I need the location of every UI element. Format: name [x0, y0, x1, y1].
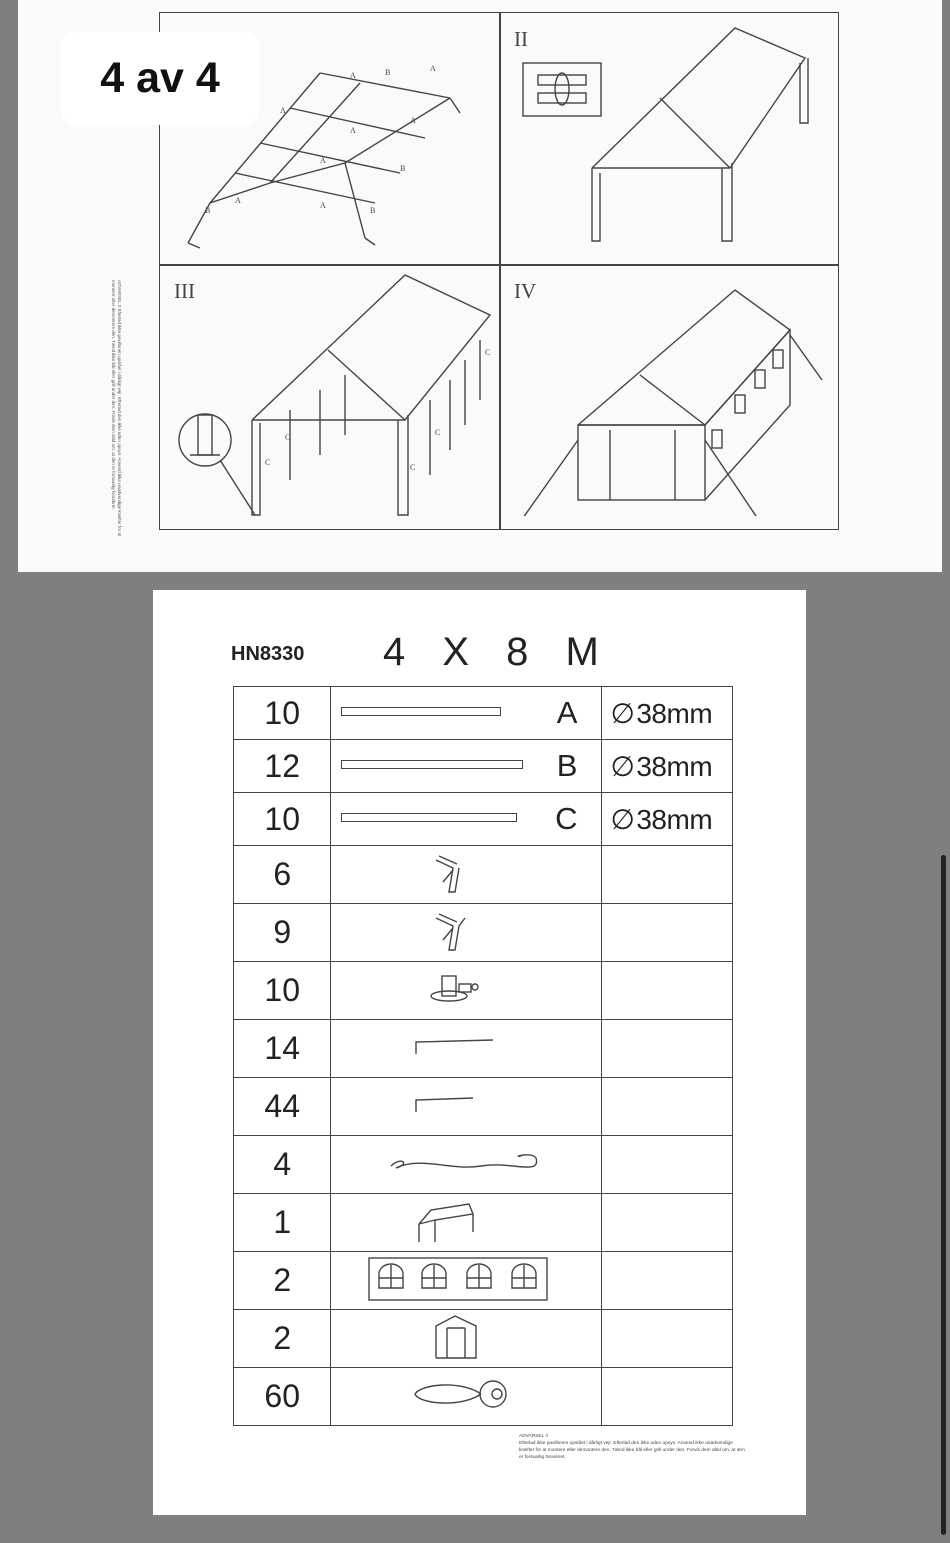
- page-counter: 4 av 4: [60, 32, 260, 125]
- corner-connector-icon: [331, 846, 601, 898]
- instruction-page-parts-list: [153, 590, 806, 1515]
- warning-note: [519, 1433, 749, 1461]
- short-peg-icon: [331, 1078, 601, 1130]
- part-diameter-cell: [602, 904, 733, 962]
- svg-text:C: C: [410, 463, 416, 472]
- part-diameter-cell: [602, 740, 733, 793]
- model-number: HN8330: [231, 643, 305, 665]
- part-quantity: 12: [234, 740, 331, 793]
- part-image-cell: [331, 1020, 602, 1078]
- table-row: [234, 846, 733, 904]
- bungee-ball-icon: [331, 1368, 601, 1420]
- table-row: [234, 1020, 733, 1078]
- part-letter: A: [556, 695, 578, 730]
- table-row: [234, 687, 733, 740]
- table-row: [234, 793, 733, 846]
- window-sidewall-icon: [331, 1252, 601, 1304]
- part-diameter-cell: [602, 846, 733, 904]
- diameter-symbol-icon: ∅: [610, 750, 635, 782]
- door-endwall-icon: [331, 1310, 601, 1362]
- part-diameter-cell: [602, 1020, 733, 1078]
- part-diameter-cell: [602, 1078, 733, 1136]
- svg-text:A: A: [320, 201, 326, 210]
- foot-plate-icon: [331, 962, 601, 1014]
- step-panel-4: [500, 265, 839, 516]
- part-diameter-cell: [602, 1252, 733, 1310]
- part-letter: B: [556, 748, 578, 783]
- svg-text:A: A: [350, 71, 356, 80]
- step-panel-3: [160, 265, 499, 516]
- svg-text:A: A: [430, 64, 436, 73]
- svg-text:B: B: [400, 164, 406, 173]
- svg-text:A: A: [280, 106, 286, 115]
- scrollbar[interactable]: [941, 855, 946, 1535]
- svg-text:A: A: [320, 156, 326, 165]
- part-image-cell: [331, 846, 602, 904]
- part-diameter-cell: [602, 1136, 733, 1194]
- warning-text: Efterlad ikke pavillonen opslået i dårligt vejr. Efterlad den ikke uden opsyn. Anvend ikke unødvendige kræfter for at montere eller demontere den. Tænd ikke bål eller grill under den. Forvis dem altid om, at den er forsvarlig forankret.: [519, 1441, 745, 1460]
- part-diameter: 38mm: [636, 750, 713, 782]
- part-quantity: 14: [234, 1020, 331, 1078]
- assembly-steps-grid: [159, 12, 839, 530]
- part-quantity: 2: [234, 1310, 331, 1368]
- svg-text:B: B: [370, 206, 376, 215]
- step-number: III: [174, 279, 195, 303]
- part-diameter: 38mm: [636, 803, 713, 835]
- table-row: [234, 1310, 733, 1368]
- table-row: [234, 740, 733, 793]
- part-image-cell: [331, 740, 602, 793]
- part-diameter-cell: [602, 1194, 733, 1252]
- svg-text:A: A: [410, 116, 416, 125]
- part-quantity: 1: [234, 1194, 331, 1252]
- pipe-a-icon: [341, 707, 501, 716]
- warning-title: ADVARSEL !!: [519, 1434, 549, 1439]
- svg-text:C: C: [435, 428, 441, 437]
- part-image-cell: [331, 687, 602, 740]
- part-image-cell: [331, 962, 602, 1020]
- table-row: [234, 1078, 733, 1136]
- part-image-cell: [331, 904, 602, 962]
- part-quantity: 2: [234, 1252, 331, 1310]
- part-quantity: 60: [234, 1368, 331, 1426]
- table-row: [234, 962, 733, 1020]
- part-diameter-cell: [602, 793, 733, 846]
- part-image-cell: [331, 1252, 602, 1310]
- pipe-b-icon: [341, 760, 523, 769]
- part-diameter-cell: [602, 1368, 733, 1426]
- part-diameter-cell: [602, 962, 733, 1020]
- part-diameter-cell: [602, 687, 733, 740]
- part-quantity: 4: [234, 1136, 331, 1194]
- finished-tent-drawing: [500, 265, 839, 516]
- roof-cover-icon: [331, 1194, 601, 1246]
- table-row: [234, 1194, 733, 1252]
- part-image-cell: [331, 1078, 602, 1136]
- diameter-symbol-icon: ∅: [610, 697, 635, 729]
- legs-assembly-drawing: [160, 265, 499, 516]
- table-row: [234, 1252, 733, 1310]
- svg-text:B: B: [385, 68, 391, 77]
- part-image-cell: [331, 1310, 602, 1368]
- svg-text:A: A: [235, 196, 241, 205]
- long-peg-icon: [331, 1020, 601, 1072]
- part-diameter: 38mm: [636, 697, 713, 729]
- part-image-cell: [331, 793, 602, 846]
- part-image-cell: [331, 1368, 602, 1426]
- diameter-symbol-icon: ∅: [610, 803, 635, 835]
- parts-table: [233, 686, 733, 1426]
- step-number: II: [514, 27, 528, 51]
- svg-text:C: C: [485, 348, 491, 357]
- part-quantity: 10: [234, 962, 331, 1020]
- part-diameter-cell: [602, 1310, 733, 1368]
- svg-text:C: C: [285, 433, 291, 442]
- roof-cover-drawing: [500, 13, 839, 264]
- step-number: IV: [514, 279, 537, 303]
- pipe-c-icon: [341, 813, 517, 822]
- part-quantity: 9: [234, 904, 331, 962]
- table-row: [234, 904, 733, 962]
- table-row: [234, 1136, 733, 1194]
- tent-size: 4 X 8 M: [383, 630, 612, 674]
- part-image-cell: [331, 1194, 602, 1252]
- side-warning-text: ADVARSEL !! Efterlad ikke pavillonen opslået i dårligt vejr. Efterlad den ikke uden opsyn. Anvend ikke unødvendige kræfter for at montere eller demontere den. Tænd ikke bål eller grill under den. Forvis dem altid om, at den er forsvarlig forankret.: [111, 280, 122, 537]
- part-quantity: 44: [234, 1078, 331, 1136]
- svg-text:C: C: [265, 458, 271, 467]
- part-quantity: 10: [234, 687, 331, 740]
- svg-text:B: B: [205, 206, 211, 215]
- table-row: [234, 1368, 733, 1426]
- part-quantity: 6: [234, 846, 331, 904]
- part-image-cell: [331, 1136, 602, 1194]
- step-panel-2: [500, 13, 839, 264]
- rope-icon: [331, 1136, 601, 1188]
- part-quantity: 10: [234, 793, 331, 846]
- middle-connector-icon: [331, 904, 601, 956]
- part-letter: C: [555, 801, 578, 836]
- svg-text:A: A: [350, 126, 356, 135]
